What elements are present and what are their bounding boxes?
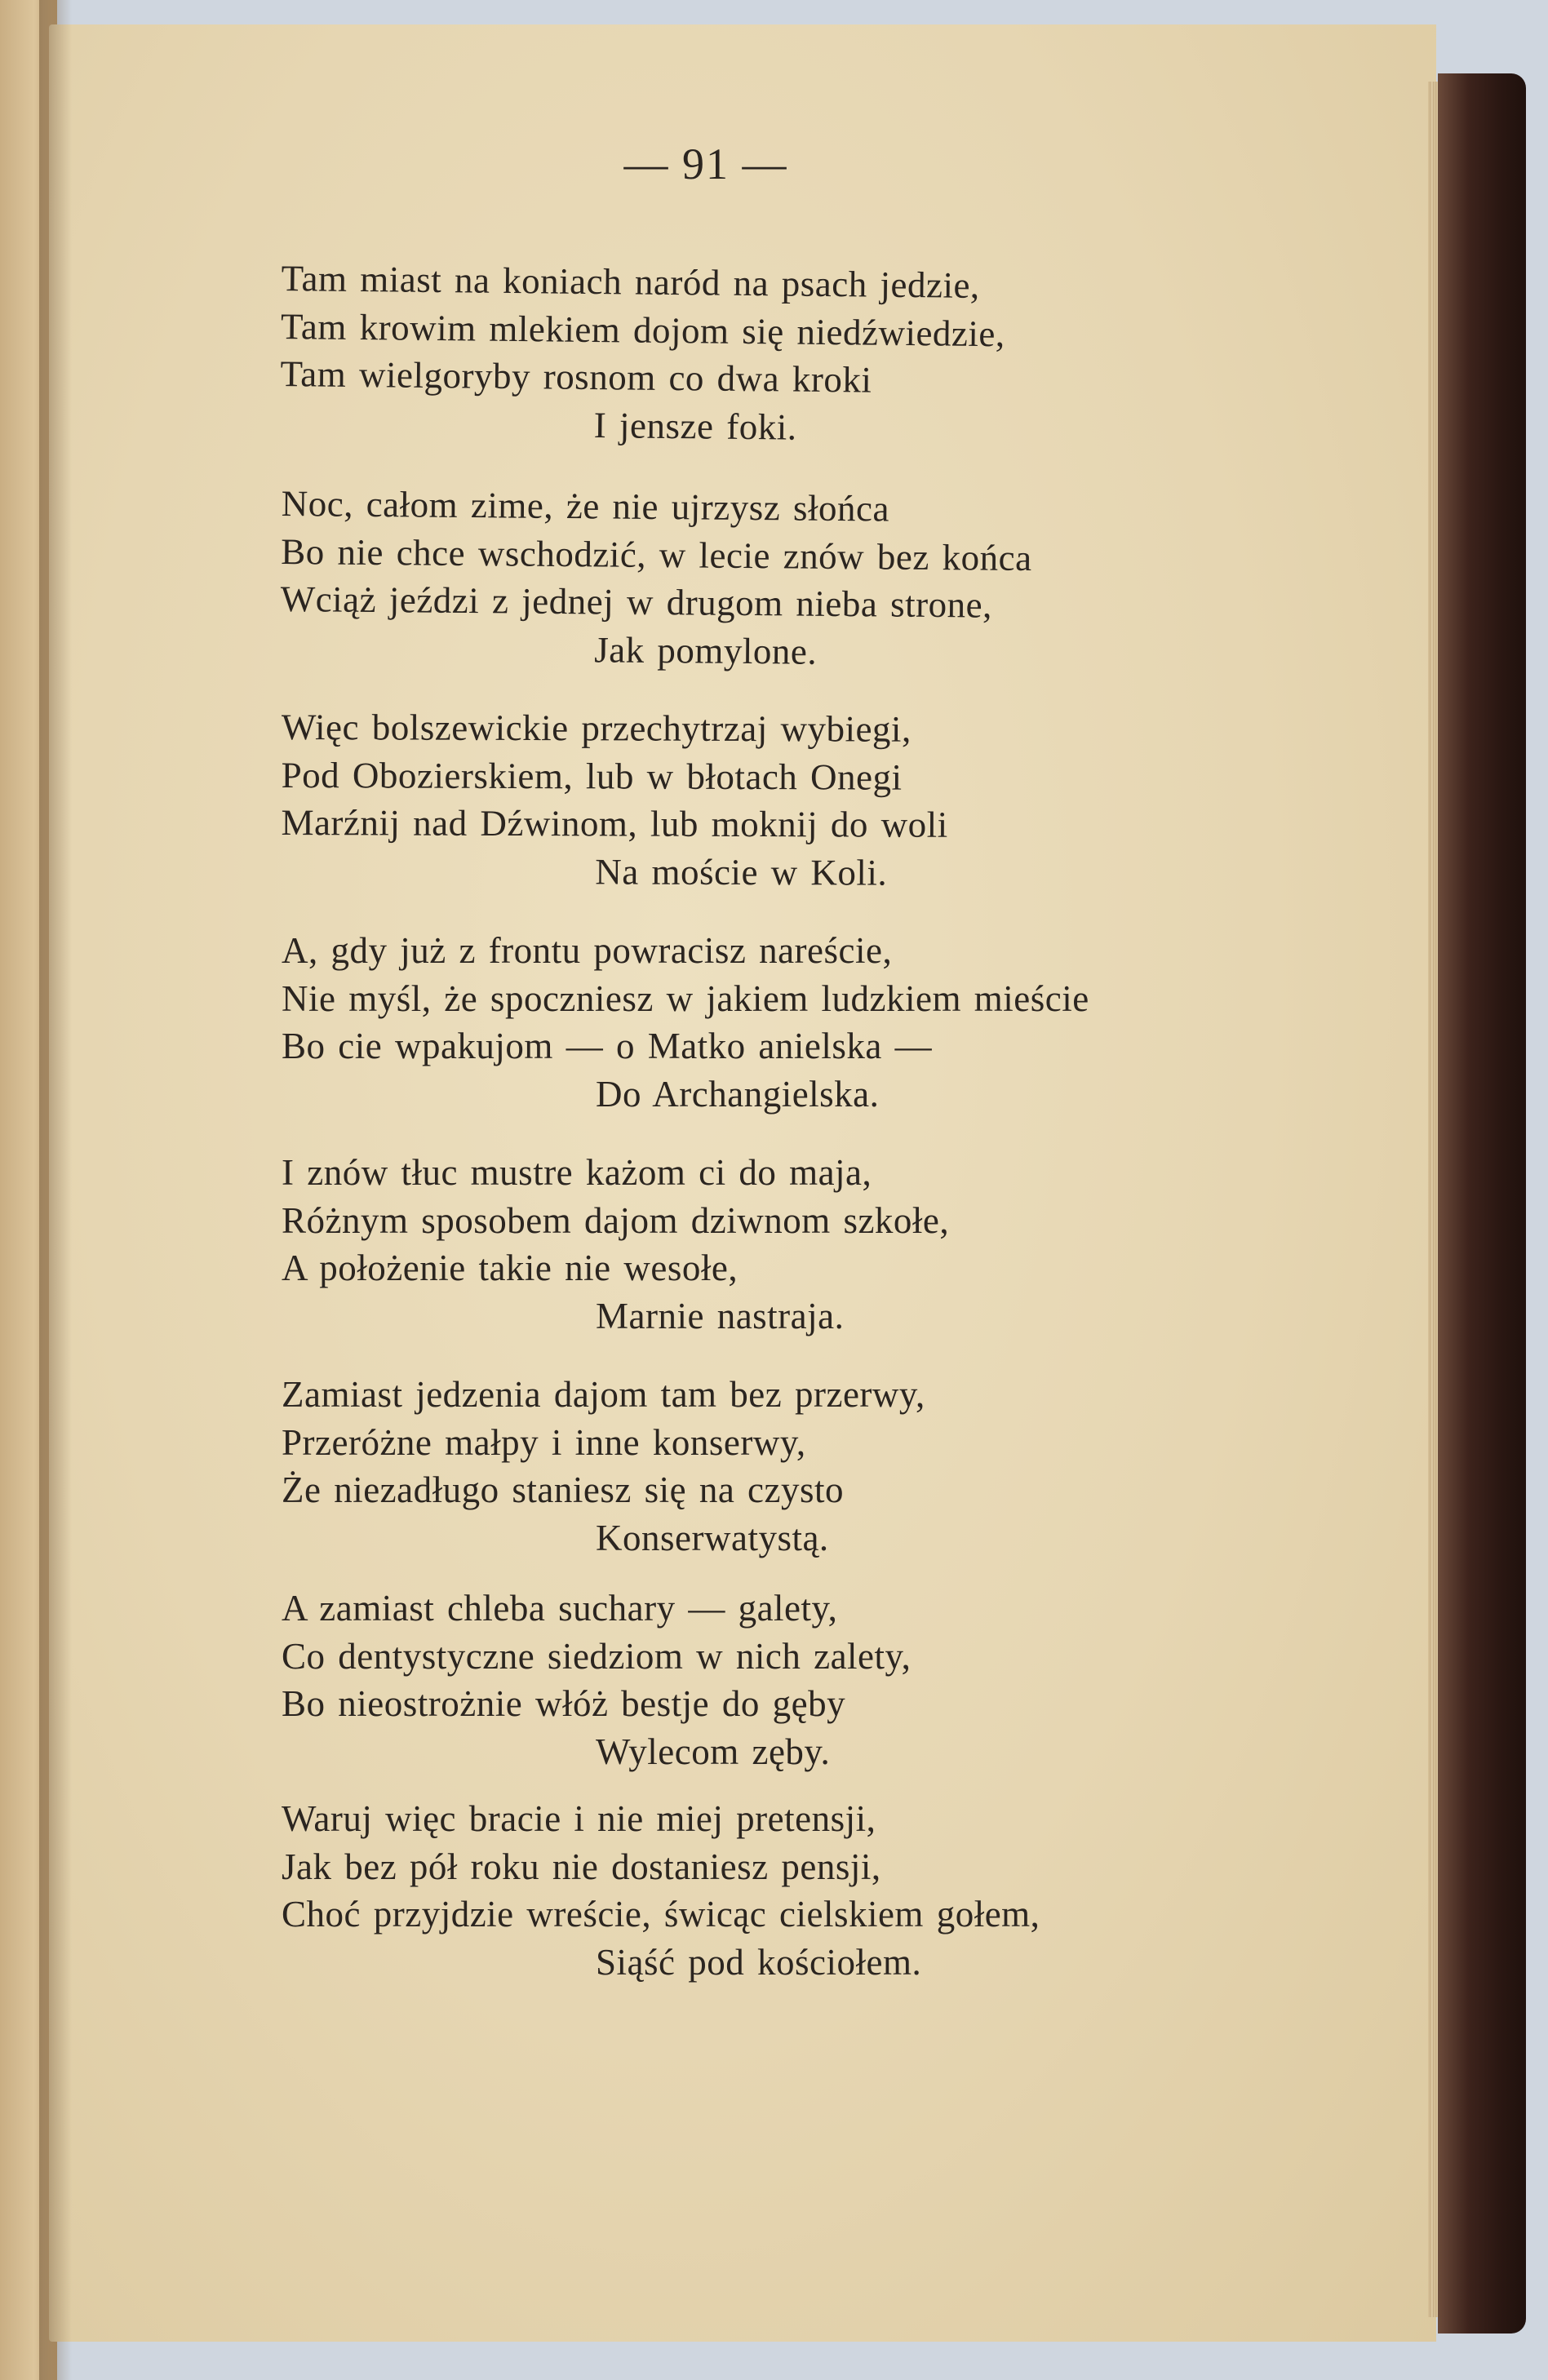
poem-line: Bo nieostrożnie włóż bestje do gęby [282,1683,846,1724]
poem-line: Nie myśl, że spoczniesz w jakiem ludzkiem mieście [282,977,1089,1019]
poem-line: Wciąż jeździ z jednej w drugom nieba strone, [280,578,993,626]
poem-line-refrain: Jak pomylone. [593,628,818,672]
poem-line-refrain: Do Archangielska. [596,1073,880,1115]
poem-line: Waruj więc bracie i nie miej pretensji, [282,1798,876,1839]
poem-line: Bo cie wpakujom — o Matko anielska — [282,1026,933,1066]
poem-line-refrain: Na moście w Koli. [595,850,888,893]
poem-line: A, gdy już z frontu powracisz nareście, [282,930,893,971]
stanza [280,255,1261,456]
poem-line: Tam wielgoryby rosnom co dwa kroki [280,352,872,401]
poem-line-refrain: Wylecom zęby. [596,1731,831,1772]
poem-line: Więc bolszewickie przechytrzaj wybiegi, [281,707,912,750]
poem-line: Pod Obozierskiem, lub w błotach Onegi [281,754,903,798]
poem-line: Choć przyjdzie wreście, świcąc cielskiem gołem, [282,1894,1040,1935]
poem-line-refrain: I jensze foki. [593,404,797,448]
stanza [282,1149,1261,1340]
stanza [282,1584,1261,1775]
poem-line: Bo nie chce wschodzić, w lecie znów bez końca [281,530,1032,578]
poem-line-refrain: Siąść pod kościołem. [596,1941,922,1983]
poem-line: Zamiast jedzenia dajom tam bez przerwy, [282,1374,925,1415]
poem-line: Że niezadługo staniesz się na czysto [282,1469,845,1510]
poem-line: Noc, całom zime, że nie ujrzysz słońca [281,482,890,530]
poem-line-refrain: Marnie nastraja. [596,1295,845,1336]
stanza [282,1795,1261,1986]
poem-line: Jak bez pół roku nie dostaniesz pensji, [282,1846,881,1887]
poem-line: Różnym sposobem dajom dziwnom szkołe, [282,1199,950,1241]
page-number: — 91 — [623,140,788,188]
poem-line: Marźnij nad Dźwinom, lub moknij do woli [281,801,948,845]
poem-line: I znów tłuc mustre każom ci do maja, [282,1152,872,1193]
poem-line: Tam krowim mlekiem dojom się niedźwiedzie, [280,305,1005,354]
poem-line: A zamiast chleba suchary — galety, [282,1588,838,1629]
stanza [281,703,1261,897]
poem-line: Tam miast na koniach naród na psach jedzie, [281,257,980,306]
poem-line: A położenie takie nie wesołe, [282,1248,739,1288]
poem-line-refrain: Konserwatystą. [596,1517,829,1558]
stanza [280,480,1261,679]
stanza [282,927,1261,1118]
stanza [282,1371,1261,1562]
poem-line: Przeróżne małpy i inne konserwy, [282,1421,806,1463]
poem-line: Co dentystyczne siedziom w nich zalety, [282,1635,912,1677]
